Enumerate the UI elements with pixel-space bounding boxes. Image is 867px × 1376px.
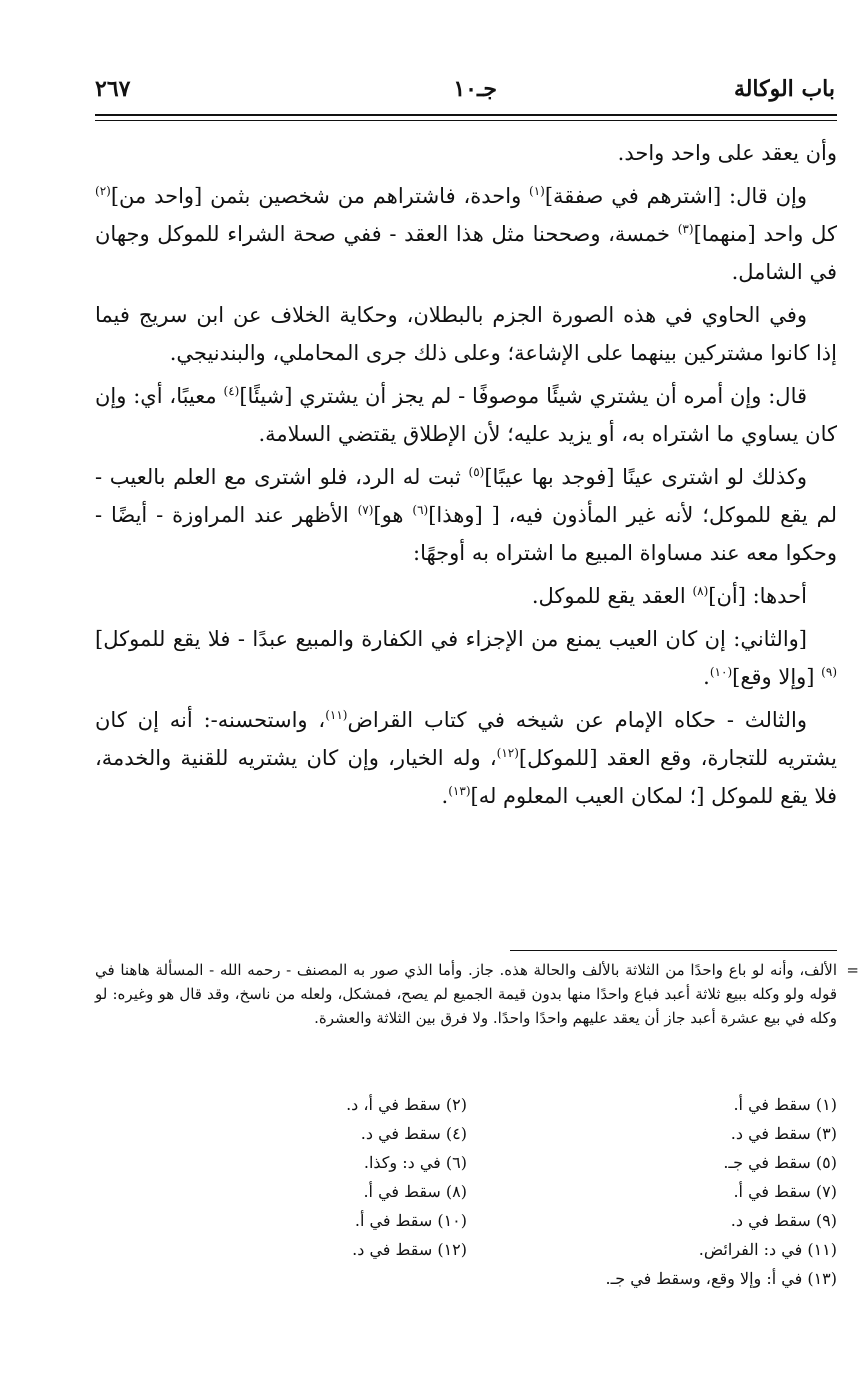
footnote-row (95, 1090, 837, 1119)
footnote: (٦) في د: وكذا. (363, 1153, 467, 1172)
footnote-ref: (٨) (692, 584, 709, 598)
paragraph: [والثاني: إن كان العيب يمنع من الإجزاء في الكفارة والمبيع عبدًا - فلا يقع للموكل]$^{(٩)}$ [وإلا وقع]$^{(١٠)}$. (95, 627, 837, 689)
footnote-ref: (٧) (357, 503, 374, 517)
footnote: (١) سقط في أ. (733, 1095, 837, 1114)
running-header (95, 76, 835, 112)
footnote: (١١) في د: الفرائض. (698, 1240, 837, 1259)
footnote-continuation-text: الألف، وأنه لو باع واحدًا من الثلاثة بالألف والحالة هذه. جاز. وأما الذي صور به المصنف - رحمه الله - المسألة هاهنا في قوله ولو وكله ببيع ثلاثة أعبد فباع واحدًا منها بدون قيمة الجميع لم يصح، فمشكل، ولعله من ناسخ، وقد قال هو وغيره: لو وكله في بيع عشرة أعبد جاز أن يعقد عليهم واحدًا واحدًا. ولا فرق بين الثلاثة والعشرة. (95, 961, 837, 1027)
paragraph: وإن قال: [اشترهم في صفقة]$^{(١)}$ واحدة، فاشتراهم من شخصين بثمن [واحد من]$^{(٢)}$ كل واحد [منهما]$^{(٣)}$ خمسة، وصححنا مثل هذا العقد - ففي صحة الشراء للموكل وجهان في الشامل. (95, 184, 838, 284)
footnote-row (95, 1177, 837, 1206)
footnote: (٢) سقط في أ، د. (346, 1095, 467, 1114)
paragraph: وأن يعقد على واحد واحد. (617, 141, 837, 165)
footnote-ref: (١٣) (448, 784, 471, 798)
footnote-ref: (٥) (468, 465, 485, 479)
footnote (97, 1264, 467, 1293)
footnote-ref: (٢) (95, 184, 111, 198)
footnote-row (95, 1206, 837, 1235)
footnote-ref: (٣) (677, 222, 694, 236)
footnote: (٣) سقط في د. (730, 1124, 837, 1143)
footnote: (٩) سقط في د. (730, 1211, 837, 1230)
main-text (95, 134, 837, 820)
volume-label: جـ١٠ (453, 76, 497, 102)
footnote-row (95, 1264, 837, 1293)
paragraph: وكذلك لو اشترى عينًا [فوجد بها عيبًا]$^{(٥)}$ ثبت له الرد، فلو اشترى مع العلم بالعيب - لم يقع للموكل؛ لأنه غير المأذون فيه، [ [وهذا]$^{(٦)}$ هو]$^{(٧)}$ الأظهر عند المراوزة - أيضًا - وحكوا معه عند مساواة المبيع ما اشتراه به أوجهًا: (95, 465, 837, 565)
footnote-ref: (٤) (223, 384, 240, 398)
header-rule-thin (95, 120, 837, 121)
footnote-separator (510, 950, 837, 951)
paragraph: والثالث - حكاه الإمام عن شيخه في كتاب القراض$^{(١١)}$، واستحسنه-: أنه إن كان يشتريه للتجارة، وقع العقد [للموكل]$^{(١٢)}$، وله الخيار، وإن كان يشتريه للقنية والخدمة، فلا يقع للموكل [؛ لمكان العيب المعلوم له]$^{(١٣)}$. (95, 708, 837, 808)
footnote: (٤) سقط في د. (360, 1124, 467, 1143)
footnote-ref: (١) (529, 184, 545, 198)
footnote-ref: (٩) (821, 665, 837, 679)
header-rule-thick (95, 114, 837, 116)
footnote-ref: (١٢) (496, 746, 519, 760)
chapter-title: باب الوكالة (733, 76, 835, 102)
footnote: (٧) سقط في أ. (733, 1182, 837, 1201)
footnote-ref: (١٠) (709, 665, 733, 679)
footnote-ref: (٦) (412, 503, 429, 517)
footnote-row (95, 1119, 837, 1148)
footnote-row (95, 1235, 837, 1264)
footnote-continuation (95, 958, 859, 1030)
footnotes-list (95, 1090, 837, 1293)
footnote: (٨) سقط في أ. (363, 1182, 467, 1201)
paragraph: قال: وإن أمره أن يشتري شيئًا موصوفًا - لم يجز أن يشتري [شيئًا]$^{(٤)}$ معيبًا، أي: وإن كان يساوي ما اشتراه به، أو يزيد عليه؛ لأن الإطلاق يقتضي السلامة. (95, 384, 837, 446)
footnote: (١٣) في أ: وإلا وقع، وسقط في جـ. (605, 1269, 837, 1288)
footnote-ref: (١١) (325, 708, 348, 722)
footnote: (٥) سقط في جـ. (723, 1153, 837, 1172)
page-number: ٢٦٧ (95, 76, 131, 102)
footnote: (١٠) سقط في أ. (354, 1211, 467, 1230)
footnote-row (95, 1148, 837, 1177)
continuation-marker: = (846, 961, 859, 979)
paragraph: أحدها: [أن]$^{(٨)}$ العقد يقع للموكل. (531, 584, 807, 608)
paragraph: وفي الحاوي في هذه الصورة الجزم بالبطلان، وحكاية الخلاف عن ابن سريج فيما إذا كانوا مشتركين بينهما على الإشاعة؛ وعلى ذلك جرى المحاملي، والبندنيجي. (95, 303, 837, 365)
footnote: (١٢) سقط في د. (352, 1240, 467, 1259)
